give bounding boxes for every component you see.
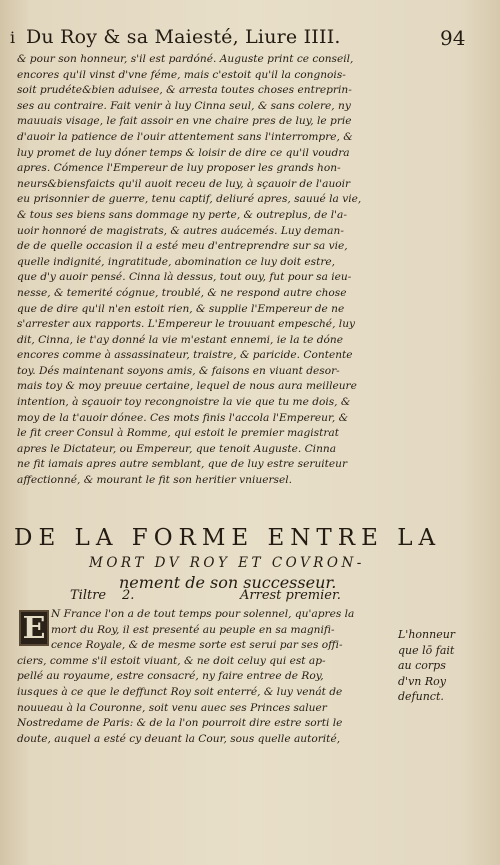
text-line: N France l'on a de tout temps pour solennel, qu'apres la [51, 608, 355, 620]
section-heading [14, 525, 442, 592]
page-header [0, 24, 500, 48]
text-line: doute, auquel a esté cy deuant la Cour, sous quelle autorité, [17, 732, 341, 745]
body-paragraph [17, 52, 395, 489]
text-line: encores qu'il vinst d'vne féme, mais c'estoit qu'il la congnois- [17, 68, 346, 81]
text-line: mais toy & moy preuue certaine, lequel de nous aura meilleure [17, 380, 357, 393]
text-line: pellé au royaume, estre consacré, ny faire entree de Roy, [17, 670, 324, 683]
text-line: & tous ses biens sans dommage ny perte, & outreplus, de l'a- [17, 208, 347, 221]
section-heading-line-2: MORT DV ROY ET COVRON- [89, 555, 365, 571]
text-line: eu prisonnier de guerre, tenu captif, deliuré apres, sauué la vie, [17, 193, 362, 206]
text-line: dit, Cinna, ie t'ay donné la vie m'estant ennemi, ie la te dóne [17, 333, 344, 346]
margin-note-line: L'honneur [398, 628, 456, 641]
signature-mark: i [10, 28, 16, 47]
text-line: que d'y auoir pensé. Cinna là dessus, tout ouy, fut pour sa ieu- [17, 271, 352, 284]
section-heading-line-3: nement de son successeur. [119, 573, 337, 592]
text-line: Nostredame de Paris: & de la l'on pourroit dire estre sorti le [17, 717, 343, 730]
text-line: ne fit iamais apres autre semblant, que de luy estre seruiteur [17, 458, 348, 471]
title-number: 2. [122, 588, 135, 603]
text-line: iusques à ce que le deffunct Roy soit enterré, & luy venát de [17, 685, 343, 698]
text-line: mauuais visage, le fait assoir en vne chaire pres de luy, le prie [17, 115, 352, 128]
margin-note-line: que lō fait [398, 643, 455, 657]
text-line: neurs&biensfaicts qu'il auoit receu de luy, à sçauoir de l'auoir [17, 177, 351, 190]
text-line: nouueau à la Couronne, soit venu auec ses Princes saluer [17, 701, 327, 714]
decorated-initial: E [19, 610, 49, 646]
arrest-paragraph [17, 607, 395, 747]
text-line: quelle indignité, ingratitude, abomination ce luy doit estre, [17, 255, 336, 268]
text-line: apres. Cómence l'Empereur de luy proposer les grands hon- [17, 162, 341, 175]
text-line: ciers, comme s'il estoit viuant, & ne doit celuy qui est ap- [17, 654, 326, 667]
text-line: le fit creer Consul à Romme, qui estoit le premier magistrat [17, 427, 339, 440]
text-line: d'auoir la patience de l'ouir attentement sans l'interrompre, & [17, 130, 353, 143]
text-line: luy promet de luy dóner temps & loisir de dire ce qu'il voudra [17, 146, 350, 159]
text-line: & pour son honneur, s'il est pardóné. Auguste print ce conseil, [17, 53, 354, 65]
text-line: toy. Dés maintenant soyons amis, & faisons en viuant desor- [17, 364, 340, 377]
text-line: nesse, & temerité cógnue, troublé, & ne respond autre chose [17, 286, 347, 299]
text-line: que de dire qu'il n'en estoit rien, & supplie l'Empereur de ne [17, 302, 345, 315]
text-line: encores comme à assassinateur, traistre, & paricide. Contente [17, 349, 353, 362]
text-line: affectionné, & mourant le fit son heritier vniuersel. [17, 474, 292, 487]
text-line: moy de la t'auoir dónee. Ces mots finis l'accola l'Empereur, & [17, 411, 349, 424]
margin-note-line: d'vn Roy [398, 674, 446, 688]
text-line: s'arrester aux rapports. L'Empereur le trouuant empesché, luy [17, 318, 356, 331]
arrest-label: Arrest premier. [240, 588, 341, 603]
text-line: mort du Roy, il est presenté au peuple en sa magnifi- [51, 623, 335, 636]
text-line: intention, à sçauoir toy recongnoistre la vie que tu me dois, & [17, 396, 351, 409]
text-line: apres le Dictateur, ou Empereur, que tenoit Auguste. Cinna [17, 442, 337, 455]
title-label: Tiltre [70, 588, 107, 603]
page-number: 94 [440, 26, 466, 50]
text-line: uoir honnoré de magistrats, & autres auácemés. Luy deman- [17, 224, 344, 237]
section-heading-line-1: DE LA FORME ENTRE LA [14, 525, 442, 551]
margin-note [398, 627, 498, 705]
text-line: de de quelle occasion il a esté meu d'entreprendre sur sa vie, [17, 240, 348, 253]
text-line: ses au contraire. Fait venir à luy Cinna seul, & sans colere, ny [17, 99, 351, 112]
text-line: cence Royale, & de mesme sorte est serui par ses offi- [51, 639, 343, 652]
margin-note-line: au corps [398, 659, 446, 673]
text-line: soit prudéte&bien aduisee, & arresta toutes choses entreprin- [17, 84, 352, 97]
running-head: Du Roy & sa Maiesté, Liure IIII. [26, 26, 341, 48]
margin-note-line: defunct. [398, 690, 444, 704]
